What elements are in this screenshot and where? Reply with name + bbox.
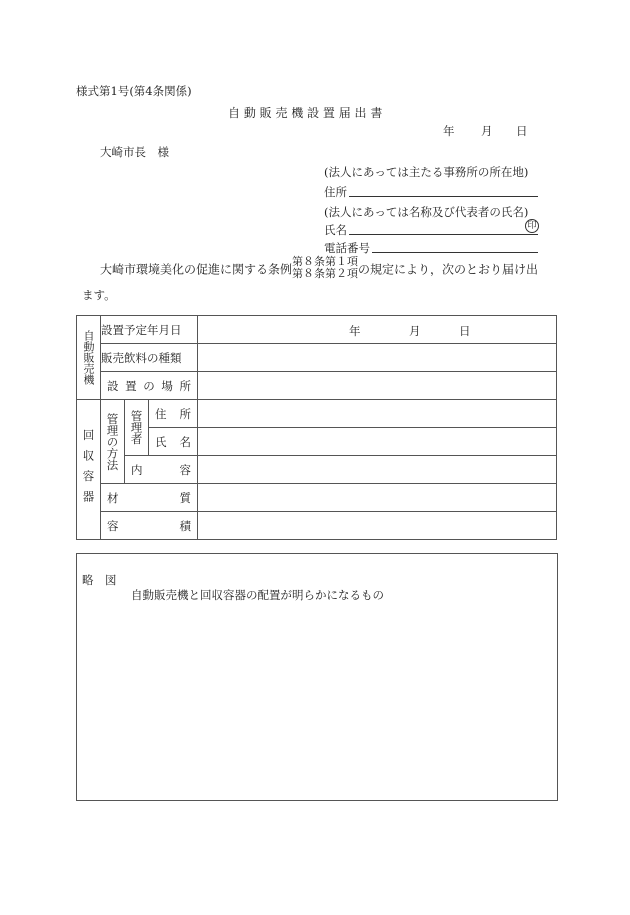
addressee: 大崎市長 様 <box>100 145 169 159</box>
volume-field[interactable] <box>198 512 557 540</box>
char: 所 <box>179 406 192 421</box>
address-label: 住所 <box>324 185 347 199</box>
manager-label: 管理者 <box>125 400 149 456</box>
content-field[interactable] <box>198 456 557 484</box>
clause-1: 第８条第１項 <box>292 255 359 268</box>
section-vending-machine: 自動販売機 <box>77 316 101 400</box>
date-day: 日 <box>516 124 528 138</box>
char: 質 <box>179 490 192 505</box>
char: 設 <box>107 378 119 393</box>
char: 所 <box>179 378 191 393</box>
char: 積 <box>179 518 192 533</box>
sketch-area[interactable] <box>76 553 558 801</box>
char: 名 <box>179 434 192 449</box>
form-number: 様式第1号(第4条関係) <box>76 84 192 98</box>
material-field[interactable] <box>198 484 557 512</box>
sketch-label: 略 図 <box>82 573 117 587</box>
install-date-field[interactable] <box>198 316 557 344</box>
address-note: (法人にあっては主たる事務所の所在地) <box>324 165 529 179</box>
management-method-label: 管理の方法 <box>101 400 125 484</box>
char: 材 <box>107 490 119 505</box>
body-suffix: の規定により，次のとおり届け出 <box>358 262 539 277</box>
material-label <box>101 484 198 512</box>
char: 氏 <box>155 434 167 449</box>
body-prefix: 大崎市環境美化の促進に関する条例 <box>100 262 293 277</box>
application-table <box>76 315 557 540</box>
seal-icon: 印 <box>525 219 539 233</box>
char: 置 <box>125 378 137 393</box>
name-label: 氏名 <box>324 223 347 237</box>
char: 容 <box>179 462 192 477</box>
name-field[interactable] <box>349 234 538 235</box>
install-date-label: 設置予定年月日 <box>101 316 198 344</box>
clause-options <box>292 256 358 280</box>
sketch-instruction: 自動販売機と回収容器の配置が明らかになるもの <box>131 588 384 602</box>
section-collection-container: 回収容器 <box>77 400 101 540</box>
manager-address-field[interactable] <box>198 400 557 428</box>
char: 住 <box>155 406 167 421</box>
body-text <box>100 255 539 282</box>
install-day: 日 <box>459 324 471 338</box>
location-label <box>101 372 198 400</box>
body-continuation: ます。 <box>82 288 116 302</box>
page-title: 自 動 販 売 機 設 置 届 出 書 <box>228 106 383 120</box>
phone-label: 電話番号 <box>324 241 370 255</box>
date-month: 月 <box>481 124 493 138</box>
manager-name-field[interactable] <box>198 428 557 456</box>
char: の <box>143 378 155 393</box>
install-year: 年 <box>349 324 361 338</box>
content-label <box>125 456 198 484</box>
address-field[interactable] <box>349 196 538 197</box>
install-month: 月 <box>409 324 421 338</box>
char: 場 <box>161 378 173 393</box>
name-note: (法人にあっては名称及び代表者の氏名) <box>324 205 529 219</box>
drink-types-label: 販売飲料の種類 <box>101 344 198 372</box>
location-field[interactable] <box>198 372 557 400</box>
char: 容 <box>107 518 119 533</box>
manager-address-label <box>149 400 198 428</box>
volume-label <box>101 512 198 540</box>
phone-field[interactable] <box>372 252 538 253</box>
drink-types-field[interactable] <box>198 344 557 372</box>
clause-2: 第８条第２項 <box>292 267 359 280</box>
date-year: 年 <box>443 124 455 138</box>
manager-name-label <box>149 428 198 456</box>
char: 内 <box>131 462 143 477</box>
